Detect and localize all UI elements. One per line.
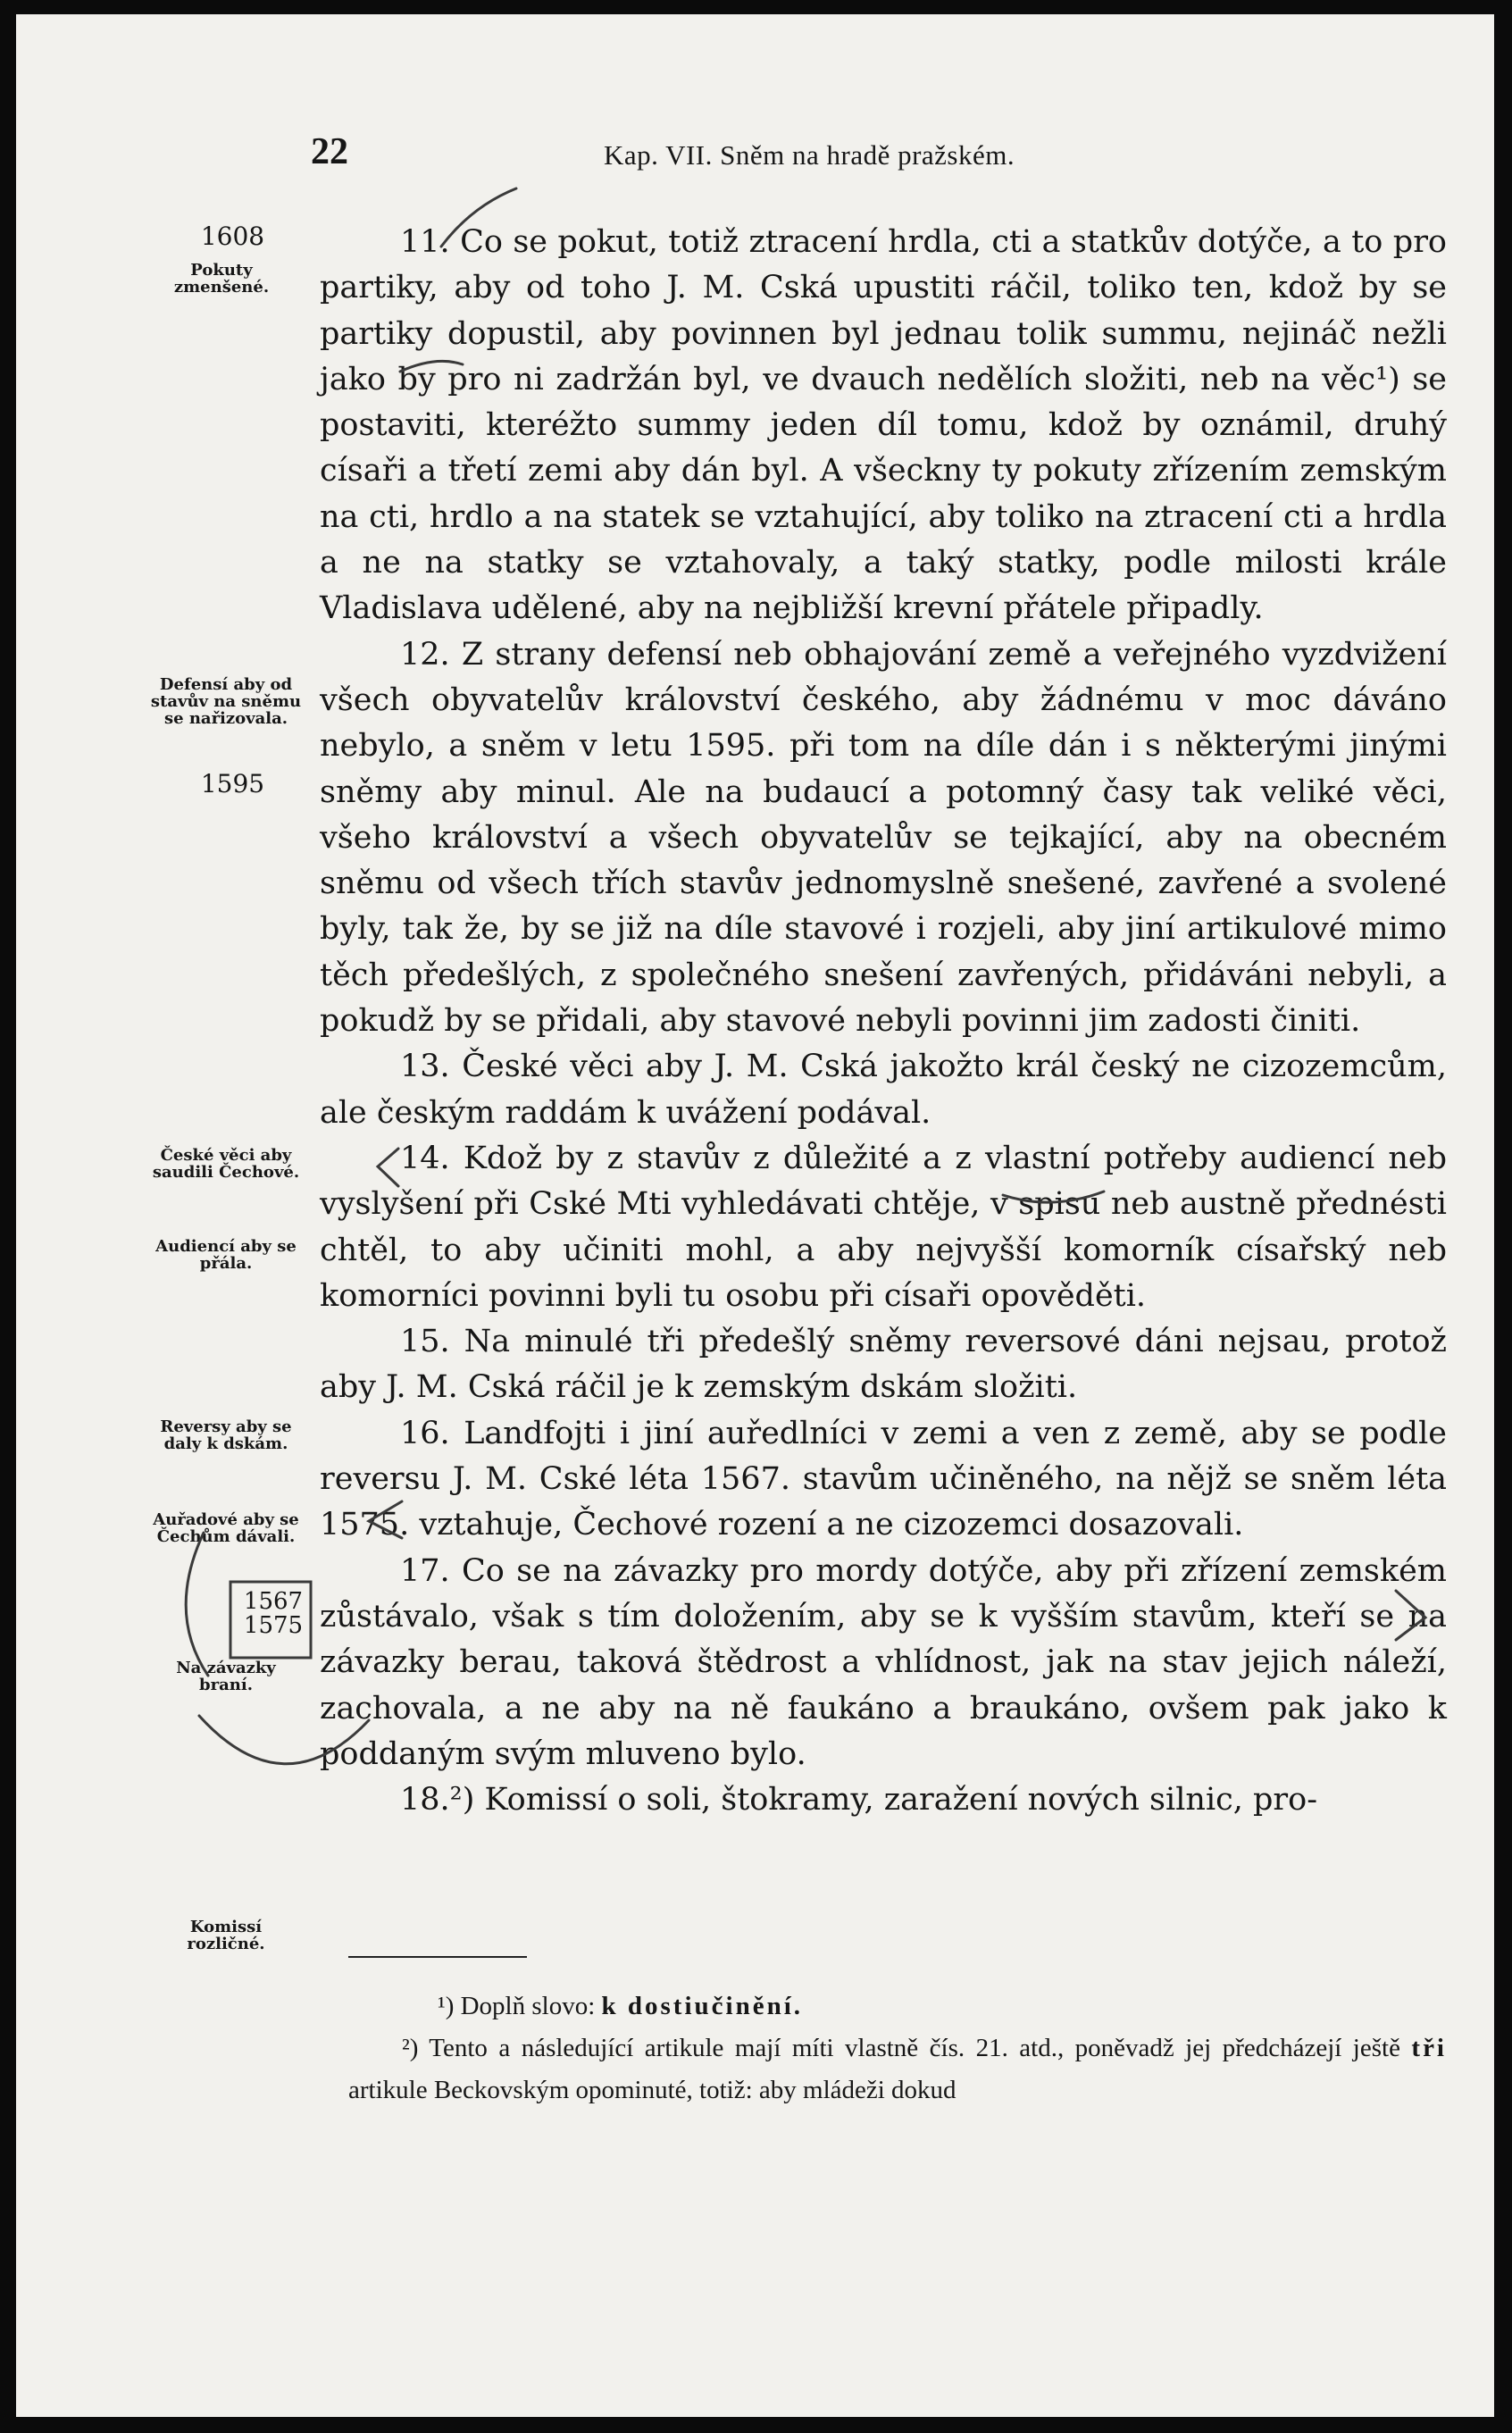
page-header: [16, 130, 1494, 184]
margin-years-1567-1575: 1567 1575: [243, 1588, 304, 1639]
footnote-2-rest: artikule Beckovským opominuté, totiž: aby mládeži dokud: [348, 2076, 956, 2104]
margin-year-1595: 1595: [200, 769, 265, 798]
margin-note-reversy: Reversy aby se daly k dskám.: [160, 1417, 292, 1453]
article-15: 15. Na minulé tři předešlý sněmy reversové dáni nejsau, protož aby J. M. Cská ráčil je k zemským dskám složiti.: [320, 1324, 1447, 1406]
footnotes: [348, 1986, 1447, 2111]
article-18: 18.²) Komissí o soli, štokramy, zaražení nových silnic, pro-: [400, 1782, 1318, 1818]
article-11: 11. Co se pokut, totiž ztracení hrdla, cti a statkův dotýče, a to pro partiky, aby od toho J. M. Cská upustiti ráčil, toliko ten, kdož by se partiky dopustil, aby povinnen byl jednau tolik summu, nejináč nežli jako by pro ni zadržán byl, ve dvauch nedělích složiti, neb na věc¹) se postaviti, kteréžto summy jeden díl tomu, kdož by oznámil, druhý císaři a třetí zemi aby dán byl. A všeckny ty pokuty zřízením zemským na cti, hrdlo a na statek se vztahující, aby toliko na ztracení cti a hrdla a ne na statky se vztahovaly, a taký statky, podle milosti krále Vladislava udělené, aby na nejbližší krevní přátele připadly.: [320, 224, 1447, 627]
running-head: Kap. VII. Sněm na hradě pražském.: [604, 139, 1015, 171]
footnote-rule: [348, 1956, 527, 1958]
article-14: 14. Kdož by z stavův z důležité a z vlastní potřeby audiencí neb vyslyšení při Cské Mti vyhledávati chtěje, v spisu neb austně přednésti chtěl, to aby učiniti mohl, a aby nejvyšší komorník císařský neb komorníci povinni byli tu osobu při císaři opověděti.: [320, 1140, 1447, 1314]
footnote-2-word: tři: [1411, 2034, 1447, 2062]
footnote-2-text: ²) Tento a následující artikule mají míti vlastně čís. 21. atd., poněvadž jej předcházejí ještě: [402, 2034, 1412, 2062]
main-text: [320, 220, 1447, 1823]
margin-note-defensi: Defensí aby od stavův na sněmu se nařizovala.: [150, 675, 302, 728]
article-12: 12. Z strany defensí neb obhajování země a veřejného vyzdvižení všech obyvatelův království českého, aby žádnému v moc dáváno nebylo, a sněm v letu 1595. při tom na díle dán i s některými jinými sněmy aby minul. Ale na budaucí a potomný časy tak veliké věci, všeho království a všech obyvatelův se tejkající, aby na obecném sněmu od všech třích stavův jednomyslně snešené, zavřené a svolené byly, tak že, by se již na díle stavové i rozjeli, aby jiní artikulové mimo těch předešlých, z společného snešení zavřených, přidáváni nebyli, a pokudž by se přidali, aby stavové nebyli povinni jim zadosti činiti.: [320, 636, 1447, 1040]
margin-note-pokuty: Pokuty zmenšené.: [173, 261, 270, 297]
margin-note-audienci: Audiencí aby se přála.: [155, 1237, 297, 1273]
article-16: 16. Landfojti i jiní auředlníci v zemi a ven z země, aby se podle reversu J. M. Cské léta 1567. stavům učiněného, na nějž se sněm léta 1575. vztahuje, Čechové rození a ne cizozemci dosazovali.: [320, 1415, 1447, 1543]
footnote-1-text: ¹) Doplň slovo:: [438, 1992, 602, 2020]
footnote-2: [348, 2028, 1447, 2111]
margin-note-zavazky: Na závazky braní.: [176, 1659, 276, 1694]
page-number: 22: [311, 131, 348, 172]
margin-note-komissi: Komissí rozličné.: [187, 1918, 265, 1953]
article-17: 17. Co se na závazky pro mordy dotýče, aby při zřízení zemském zůstávalo, však s tím doložením, aby se k vyšším stavům, kteří se na závazky berau, taková štědrost a vhlídnost, jak na stav jejich náleží, zachovala, a ne aby na ně faukáno a braukáno, ovšem pak jako k poddaným svým mluveno bylo.: [320, 1552, 1447, 1772]
margin-year-1608: 1608: [200, 222, 265, 251]
margin-note-ceske-veci: České věci aby saudili Čechové.: [152, 1146, 300, 1182]
margin-note-auradove: Auřadové aby se Čechům dávali.: [153, 1510, 299, 1546]
book-page: [16, 14, 1494, 2417]
pencil-arc-margin: [186, 1533, 208, 1676]
footnote-1-word: k dostiučinění.: [601, 1992, 804, 2020]
footnote-1: [348, 1986, 1447, 2028]
article-13: 13. České věci aby J. M. Cská jakožto král český ne cizozemcům, ale českým raddám k uvážení podával.: [320, 1049, 1447, 1131]
